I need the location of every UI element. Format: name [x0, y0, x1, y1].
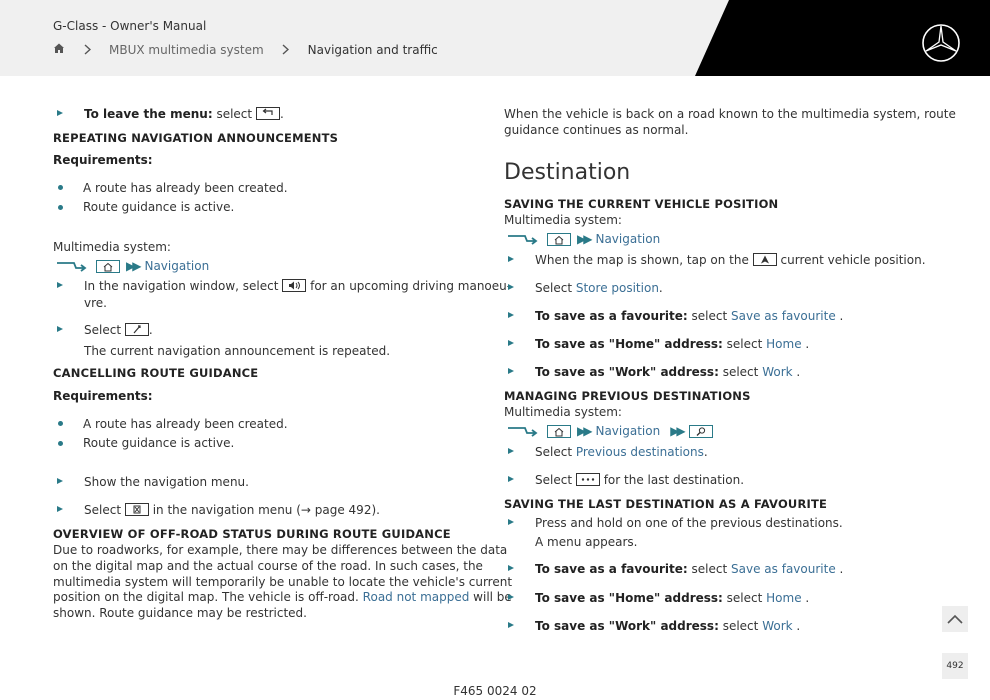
cancel-heading: CANCELLING ROUTE GUIDANCE — [53, 366, 259, 380]
search-button-icon — [689, 425, 713, 438]
save-as-favourite-link[interactable]: Save as favourite — [731, 309, 836, 323]
home-icon[interactable] — [53, 42, 65, 57]
intro-line: guidance continues as normal. — [504, 123, 689, 137]
step-bullet-icon — [508, 519, 514, 525]
select-text: select — [722, 365, 759, 379]
forward-arrows-icon: ▶▶ — [577, 424, 590, 438]
chevron-up-icon — [947, 614, 963, 624]
multimedia-system-label: Multimedia system: — [504, 213, 622, 227]
save-work-label: To save as "Work" address: — [535, 619, 719, 633]
navigation-link[interactable]: Navigation — [144, 259, 210, 273]
breadcrumb-item-current: Navigation and traffic — [307, 42, 438, 57]
multimedia-system-label: Multimedia system: — [504, 405, 622, 419]
manual-title: G-Class - Owner's Manual — [53, 19, 207, 33]
select-store-step: Select Store position. — [535, 281, 663, 295]
step-select-announce — [84, 278, 511, 294]
save-position-heading: SAVING THE CURRENT VEHICLE POSITION — [504, 197, 779, 211]
select-text: Select — [84, 323, 122, 337]
work-link[interactable]: Work — [762, 365, 793, 379]
offroad-line-with-link — [53, 589, 512, 605]
step-bullet-icon — [508, 622, 514, 628]
bullet-dot — [58, 205, 63, 210]
step-bullet-icon — [508, 256, 514, 262]
store-position-link[interactable]: Store position — [575, 281, 659, 295]
offroad-line: on the digital map and the actual course of the road. In such cases, the — [53, 559, 483, 573]
leave-menu-label: To leave the menu: — [84, 107, 213, 121]
save-work-step: To save as "Work" address: select Work . — [535, 365, 801, 379]
bullet-dot — [58, 421, 63, 426]
home-button-icon — [547, 233, 571, 246]
step-bullet-icon — [57, 326, 63, 332]
save-home-step: To save as "Home" address: select Home . — [535, 337, 810, 351]
step-bullet-icon — [57, 478, 63, 484]
step1-text-cont: for an upcoming driving manoeu- — [310, 279, 512, 293]
select-text: Select — [535, 445, 573, 459]
step-bullet-icon — [508, 594, 514, 600]
save-home-label: To save as "Home" address: — [535, 337, 723, 351]
save-home-step: To save as "Home" address: select Home . — [535, 591, 810, 605]
page-reference-button[interactable] — [942, 653, 968, 679]
requirements-label: Requirements: — [53, 153, 153, 167]
leave-menu-text: select — [216, 107, 253, 121]
step-select-repeat: Select . — [84, 323, 153, 337]
select-text: Select — [535, 281, 573, 295]
path-arrow-icon — [507, 424, 541, 438]
requirement-item: Route guidance is active. — [83, 436, 235, 450]
offroad-line: shown. Route guidance may be restricted. — [53, 606, 307, 620]
road-not-mapped-link[interactable]: Road not mapped — [362, 590, 470, 604]
step-bullet-icon — [508, 340, 514, 346]
offroad-line: Due to roadworks, for example, there may be differences between the data — [53, 543, 508, 557]
select-text: select — [691, 562, 728, 576]
step-bullet-icon — [508, 476, 514, 482]
requirement-item: Route guidance is active. — [83, 200, 235, 214]
navigation-link[interactable]: Navigation — [595, 232, 661, 246]
scroll-to-top-button[interactable] — [942, 606, 968, 632]
chevron-right-icon — [80, 44, 94, 55]
nav-path — [507, 423, 713, 439]
requirement-item: A route has already been created. — [83, 417, 288, 431]
forward-arrows-icon: ▶▶ — [670, 424, 683, 438]
last-dest-text: for the last destination. — [603, 473, 745, 487]
step-bullet-icon — [57, 506, 63, 512]
header-bar — [0, 0, 990, 76]
offroad-text: position on the digital map. The vehicle is off-road. — [53, 590, 359, 604]
home-button-icon — [547, 425, 571, 438]
step2-result: The current navigation announcement is repeated. — [84, 344, 391, 358]
save-favourite-step: To save as a favourite: select Save as favourite . — [535, 309, 844, 323]
nav-path — [507, 231, 660, 247]
select-text: select — [691, 309, 728, 323]
path-arrow-icon — [56, 259, 90, 273]
offroad-heading: OVERVIEW OF OFF-ROAD STATUS DURING ROUTE GUIDANCE — [53, 527, 451, 541]
step-bullet-icon — [57, 282, 63, 288]
select-cancel-text: in the navigation menu (→ page 492). — [152, 503, 380, 517]
press-hold-step: Press and hold on one of the previous destinations. — [535, 516, 843, 530]
repeat-announcement-button-icon — [125, 323, 149, 336]
cancel-route-button-icon — [125, 503, 149, 516]
managing-heading: MANAGING PREVIOUS DESTINATIONS — [504, 389, 751, 403]
select-text: Select — [535, 473, 573, 487]
save-favourite-step: To save as a favourite: select Save as favourite . — [535, 562, 844, 576]
bullet-dot — [58, 185, 63, 190]
path-arrow-icon — [507, 232, 541, 246]
save-work-label: To save as "Work" address: — [535, 365, 719, 379]
select-text: select — [722, 619, 759, 633]
step-bullet-icon — [508, 565, 514, 571]
breadcrumb — [53, 42, 438, 57]
step-bullet-icon — [508, 368, 514, 374]
bullet-dot — [58, 441, 63, 446]
vehicle-position-icon — [753, 253, 777, 266]
home-button-icon — [96, 260, 120, 273]
breadcrumb-item-mbux[interactable]: MBUX multimedia system — [109, 42, 264, 57]
select-cancel-step — [84, 502, 380, 518]
select-text: Select — [84, 503, 122, 517]
brand-star-logo — [921, 23, 961, 66]
home-link[interactable]: Home — [766, 337, 802, 351]
step-bullet-icon — [508, 284, 514, 290]
step1-text-wrap: vre. — [84, 296, 107, 310]
save-as-favourite-link[interactable]: Save as favourite — [731, 562, 836, 576]
select-last-dest-step — [535, 472, 744, 488]
save-work-step: To save as "Work" address: select Work . — [535, 619, 801, 633]
step1-text: In the navigation window, select — [84, 279, 279, 293]
map-step-text: When the map is shown, tap on the — [535, 253, 749, 267]
leave-menu-step: To leave the menu: select . — [84, 107, 284, 121]
forward-arrows-icon: ▶▶ — [577, 232, 590, 246]
step-bullet-icon — [508, 312, 514, 318]
show-menu-step: Show the navigation menu. — [84, 475, 249, 489]
navigation-link[interactable]: Navigation — [595, 424, 661, 438]
home-link[interactable]: Home — [766, 591, 802, 605]
requirements-label: Requirements: — [53, 389, 153, 403]
back-button-icon — [256, 107, 280, 120]
select-text: select — [726, 337, 763, 351]
menu-appears-result: A menu appears. — [535, 535, 638, 549]
offroad-tail: will be — [473, 590, 512, 604]
offroad-line: multimedia system will temporarily be unable to locate the vehicle's current — [53, 575, 513, 589]
select-previous-step: Select Previous destinations. — [535, 445, 708, 459]
more-options-icon — [576, 473, 600, 486]
saving-last-heading: SAVING THE LAST DESTINATION AS A FAVOURITE — [504, 497, 828, 511]
save-favourite-label: To save as a favourite: — [535, 309, 688, 323]
save-favourite-label: To save as a favourite: — [535, 562, 688, 576]
repeat-heading: REPEATING NAVIGATION ANNOUNCEMENTS — [53, 131, 339, 145]
multimedia-system-label: Multimedia system: — [53, 240, 171, 254]
step-bullet-icon — [57, 110, 63, 116]
section-title: Destination — [504, 160, 631, 185]
intro-line: When the vehicle is back on a road known to the multimedia system, route — [504, 107, 956, 121]
figure-code: F465 0024 02 — [453, 684, 537, 698]
nav-path — [56, 258, 209, 274]
previous-destinations-link[interactable]: Previous destinations — [575, 445, 704, 459]
step-bullet-icon — [508, 448, 514, 454]
speaker-button-icon — [282, 279, 306, 292]
page-reference-number: 492 — [946, 661, 964, 671]
select-text: select — [726, 591, 763, 605]
map-tap-step — [535, 252, 926, 268]
forward-arrows-icon: ▶▶ — [126, 259, 139, 273]
map-step-text-cont: current vehicle position. — [780, 253, 926, 267]
requirement-item: A route has already been created. — [83, 181, 288, 195]
save-home-label: To save as "Home" address: — [535, 591, 723, 605]
chevron-right-icon — [279, 44, 293, 55]
work-link[interactable]: Work — [762, 619, 793, 633]
